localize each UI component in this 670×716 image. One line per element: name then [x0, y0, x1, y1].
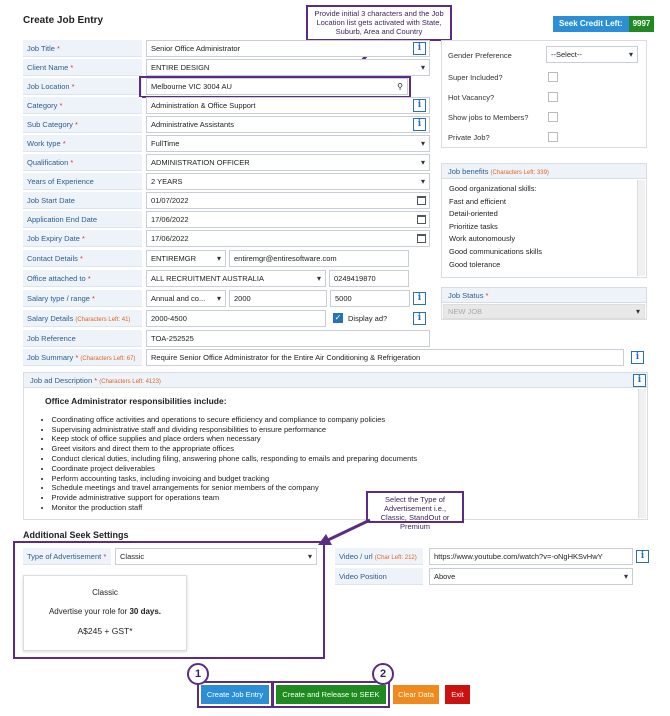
- sub-category-info-icon[interactable]: [413, 118, 426, 131]
- job-start-value: 01/07/2022: [151, 196, 189, 205]
- super-label: Super Included?: [448, 73, 503, 82]
- responsibility-item: • Perform accounting tasks, including invoicing and budget tracking: [41, 474, 627, 484]
- qualification-row: [23, 154, 413, 171]
- contact-select[interactable]: ENTIREMGR ▾: [146, 250, 226, 267]
- ad-type-card[interactable]: [23, 575, 187, 651]
- work-type-select[interactable]: FullTime ▾: [146, 135, 430, 152]
- video-url-row: [335, 548, 625, 565]
- job-title-row: [23, 40, 413, 57]
- ad-responsibilities-list: [41, 415, 627, 513]
- page-title: Create Job Entry: [23, 15, 104, 26]
- job-summary-input[interactable]: Require Senior Office Administrator for the Entire Air Conditioning & Refrigeration: [146, 349, 624, 366]
- ad-type-select[interactable]: Classic ▾: [115, 548, 317, 565]
- job-summary-label: Job Summary * (Characters Left: 67): [23, 349, 142, 366]
- calendar-icon[interactable]: [417, 196, 426, 205]
- client-name-select[interactable]: ENTIRE DESIGN ▾: [146, 59, 430, 76]
- video-info-icon[interactable]: [636, 550, 649, 563]
- job-location-input[interactable]: [146, 78, 408, 95]
- video-url-label: Video / url (Char Left: 212): [335, 548, 423, 565]
- gender-select[interactable]: --Select-- ▾: [546, 46, 638, 63]
- step-1-marker: 1: [187, 663, 209, 685]
- private-job-checkbox[interactable]: [548, 132, 558, 142]
- responsibility-item: • Provide administrative support for operations team: [41, 493, 627, 503]
- responsibility-item: • Keep stock of office supplies and place orders when necessary: [41, 434, 627, 444]
- salary-min-input[interactable]: 2000: [229, 290, 327, 307]
- contact-label: Contact Details *: [23, 250, 142, 267]
- video-url-input[interactable]: https://www.youtube.com/watch?v=-oNgHKSvHwY: [429, 548, 633, 565]
- private-job-label: Private Job?: [448, 133, 490, 142]
- job-benefits-box: [441, 163, 647, 278]
- qualification-label: Qualification *: [23, 154, 142, 171]
- job-title-label: Job Title *: [23, 40, 142, 57]
- seek-credit-badge: [553, 16, 654, 32]
- sub-category-select[interactable]: Administrative Assistants ▾: [146, 116, 430, 133]
- responsibility-item: • Monitor the production staff: [41, 503, 627, 513]
- category-label: Category *: [23, 97, 142, 114]
- ad-type-callout: Select the Type of Advertisement i.e., Classic, StandOut or Premium: [366, 491, 464, 523]
- job-benefits-header: Job benefits (Characters Left: 339): [442, 164, 646, 179]
- benefit-item: Prioritize tasks: [449, 221, 498, 231]
- benefit-item: Detail-oriented: [449, 209, 498, 219]
- office-label: Office attached to *: [23, 270, 142, 287]
- app-end-value: 17/06/2022: [151, 215, 189, 224]
- create-job-button[interactable]: Create Job Entry: [201, 685, 269, 704]
- category-info-icon[interactable]: [413, 99, 426, 112]
- office-phone-input[interactable]: 0249419870: [329, 270, 409, 287]
- hot-vacancy-label: Hot Vacancy?: [448, 93, 495, 102]
- search-icon[interactable]: ⚲: [397, 82, 403, 91]
- benefits-scrollbar[interactable]: [637, 180, 645, 276]
- job-expiry-input[interactable]: [146, 230, 430, 247]
- ad-description-info-icon[interactable]: [633, 374, 646, 387]
- ad-type-row: [23, 548, 319, 565]
- contact-email-input[interactable]: entiremgr@entiresoftware.com: [229, 250, 409, 267]
- qualification-select[interactable]: ADMINISTRATION OFFICER ▾: [146, 154, 430, 171]
- salary-details-info-icon[interactable]: [413, 312, 426, 325]
- display-ad-checkbox[interactable]: ✓: [334, 313, 342, 322]
- job-start-label: Job Start Date: [23, 192, 142, 209]
- calendar-icon[interactable]: [417, 234, 426, 243]
- salary-type-select[interactable]: Annual and co... ▾: [146, 290, 226, 307]
- benefit-item: Good organizational skills:: [449, 184, 537, 193]
- job-title-input[interactable]: Senior Office Administrator: [146, 40, 430, 57]
- salary-details-row: [23, 310, 413, 327]
- salary-type-row: [23, 290, 413, 307]
- category-row: [23, 97, 413, 114]
- experience-select[interactable]: 2 YEARS ▾: [146, 173, 430, 190]
- work-type-label: Work type *: [23, 135, 142, 152]
- app-end-row: [23, 211, 413, 228]
- benefit-item: Good tolerance: [449, 259, 501, 269]
- job-start-row: [23, 192, 413, 209]
- job-reference-row: [23, 330, 413, 347]
- location-callout: Provide initial 3 characters and the Job Location list gets activated with State, Suburb, Area and Country: [306, 5, 452, 41]
- responsibility-item: • Coordinate project deliverables: [41, 464, 627, 474]
- benefit-item: Fast and efficient: [449, 196, 506, 206]
- job-expiry-row: [23, 230, 413, 247]
- seek-settings-title: Additional Seek Settings: [23, 530, 129, 540]
- contact-row: [23, 250, 413, 267]
- job-expiry-label: Job Expiry Date *: [23, 230, 142, 247]
- office-select[interactable]: ALL RECRUITMENT AUSTRALIA ▾: [146, 270, 326, 287]
- responsibility-item: • Supervising administrative staff and dividing responsibilities to ensure performance: [41, 425, 627, 435]
- calendar-icon[interactable]: [417, 215, 426, 224]
- show-members-label: Show jobs to Members?: [448, 113, 529, 122]
- job-reference-label: Job Reference: [23, 330, 142, 347]
- experience-label: Years of Experience: [23, 173, 142, 190]
- job-status-header: Job Status *: [442, 288, 646, 303]
- responsibility-item: • Coordinating office activities and operations to secure efficiency and compliance to company policies: [41, 415, 627, 425]
- salary-max-input[interactable]: 5000: [330, 290, 410, 307]
- job-start-input[interactable]: [146, 192, 430, 209]
- responsibility-item: • Schedule meetings and travel arrangements for senior members of the company: [41, 483, 627, 493]
- hot-vacancy-checkbox[interactable]: [548, 92, 558, 102]
- responsibility-item: • Greet visitors and direct them to the appropriate offices: [41, 444, 627, 454]
- video-position-select[interactable]: Above ▾: [429, 568, 633, 585]
- super-checkbox[interactable]: [548, 72, 558, 82]
- job-location-value: Melbourne VIC 3004 AU: [151, 82, 232, 91]
- office-row: [23, 270, 413, 287]
- step-2-marker: 2: [372, 663, 394, 685]
- preferences-panel: [441, 40, 647, 148]
- ad-type-label: Type of Advertisement *: [23, 548, 111, 565]
- category-select[interactable]: Administration & Office Support ▾: [146, 97, 430, 114]
- show-members-checkbox[interactable]: [548, 112, 558, 122]
- job-benefits-textarea[interactable]: [443, 180, 636, 276]
- job-title-info-icon[interactable]: [413, 42, 426, 55]
- job-status-select[interactable]: NEW JOB ▾: [443, 304, 645, 319]
- gender-label: Gender Preference: [448, 51, 512, 60]
- responsibility-item: • Conduct clerical duties, including filing, answering phone calls, responding to emails and preparing documents: [41, 454, 627, 464]
- ad-description-heading: Office Administrator responsibilities include:: [45, 396, 227, 406]
- salary-type-label: Salary type / range *: [23, 290, 142, 307]
- ad-card-title: Classic: [92, 588, 118, 597]
- job-status-box: [441, 287, 647, 320]
- ad-description-editor[interactable]: [25, 389, 637, 518]
- ad-description-box: [23, 372, 648, 520]
- display-ad-label: Display ad?: [348, 314, 388, 323]
- job-location-label: Job Location *: [23, 78, 142, 95]
- ad-description-header: Job ad Description * (Characters Left: 4123): [24, 373, 647, 388]
- seek-credit-label: Seek Credit Left:: [553, 16, 629, 32]
- salary-info-icon[interactable]: [413, 292, 426, 305]
- exit-button[interactable]: Exit: [445, 685, 470, 704]
- job-summary-info-icon[interactable]: [631, 351, 644, 364]
- app-end-input[interactable]: [146, 211, 430, 228]
- benefit-item: Good communications skills: [449, 246, 542, 256]
- client-name-label: Client Name *: [23, 59, 142, 76]
- benefit-item: Work autonomously: [449, 234, 516, 244]
- video-position-row: [335, 568, 635, 585]
- sub-category-label: Sub Category *: [23, 116, 142, 133]
- clear-data-button[interactable]: Clear Data: [393, 685, 439, 704]
- create-release-seek-button[interactable]: Create and Release to SEEK: [276, 685, 386, 704]
- video-position-label: Video Position: [335, 568, 423, 585]
- work-type-row: [23, 135, 413, 152]
- seek-credit-value: 9997: [629, 16, 655, 32]
- salary-details-input[interactable]: 2000-4500: [146, 310, 326, 327]
- job-reference-input[interactable]: TOA-252525: [146, 330, 430, 347]
- ad-description-scrollbar[interactable]: [638, 389, 646, 518]
- client-name-row: [23, 59, 413, 76]
- experience-row: [23, 173, 413, 190]
- job-summary-row: [23, 349, 623, 366]
- sub-category-row: [23, 116, 413, 133]
- job-expiry-value: 17/06/2022: [151, 234, 189, 243]
- ad-card-duration: Advertise your role for 30 days.: [48, 607, 162, 616]
- salary-details-label: Salary Details (Characters Left: 41): [23, 310, 142, 327]
- app-end-label: Application End Date: [23, 211, 142, 228]
- ad-card-price: A$245 + GST*: [77, 626, 133, 636]
